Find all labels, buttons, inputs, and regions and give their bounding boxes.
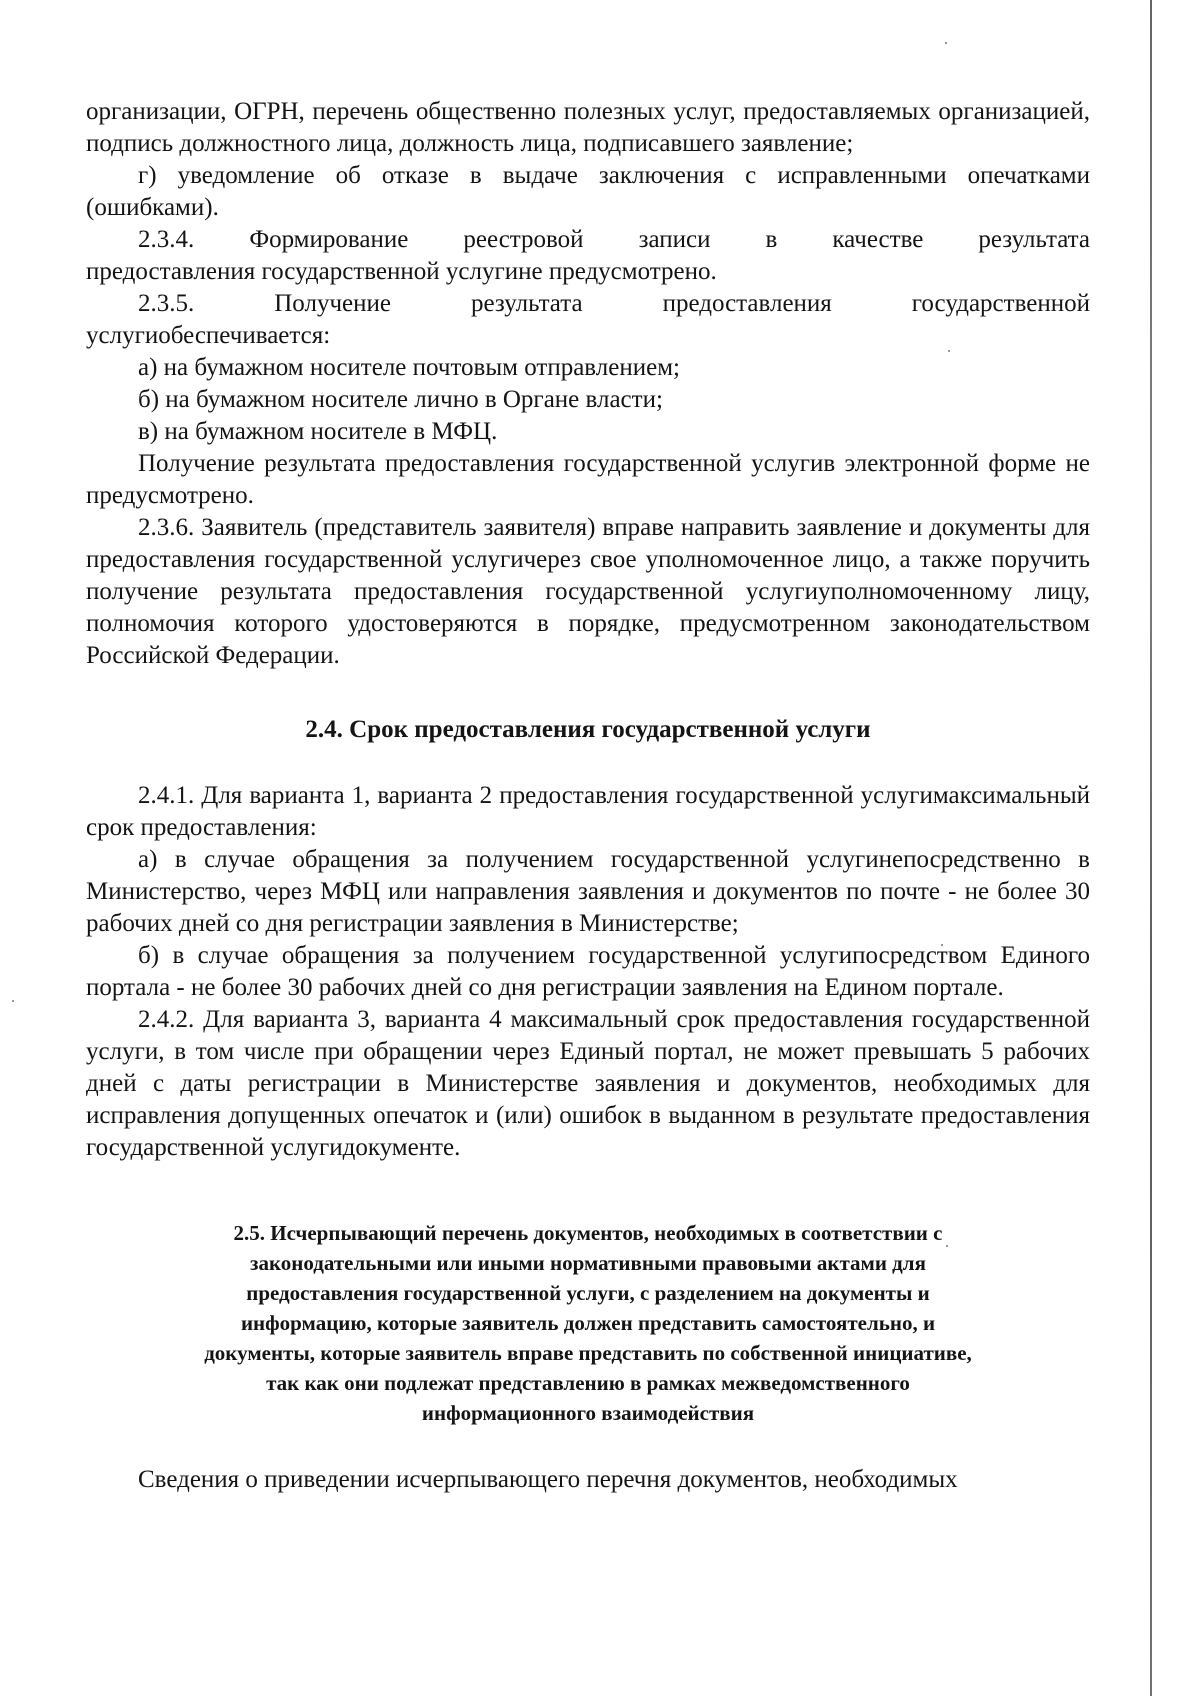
- list-item-postal: а) на бумажном носителе почтовым отправлением;: [138, 354, 680, 381]
- heading-2-5-line: 2.5. Исчерпывающий перечень документов, необходимых в соответствии с: [233, 1221, 943, 1245]
- list-item-mfc: в) на бумажном носителе в МФЦ.: [138, 418, 498, 445]
- section-heading-2-4: 2.4. Срок предоставления государственной услуги: [305, 716, 871, 743]
- scan-speck: [12, 1000, 14, 1002]
- heading-2-5-line: так как они подлежат представлению в рамках межведомственного: [266, 1371, 910, 1395]
- paragraph-2-4-1: 2.4.1. Для варианта 1, варианта 2 предоставления государственной услугимаксимальный срок предоставления:: [86, 782, 1090, 841]
- heading-2-5-line: информацию, которые заявитель должен представить самостоятельно, и: [240, 1311, 936, 1335]
- paragraph-2-4-1-b: б) в случае обращения за получением государственной услугипосредством Единого портала - не более 30 рабочих дней со дня регистрации заявления на Едином портале.: [86, 942, 1090, 1001]
- section-heading-2-5: [86, 1218, 1090, 1428]
- paragraph-electronic-form: Получение результата предоставления государственной услугив электронной форме не предусмотрено.: [86, 450, 1090, 509]
- paragraph-refusal-notice: г) уведомление об отказе в выдаче заключения с исправленными опечатками (ошибками).: [86, 162, 1090, 221]
- paragraph-2-4-1-a: а) в случае обращения за получением государственной услугинепосредственно в Министерство, через МФЦ или направления заявления и документов по почте - не более 30 рабочих дней со дня регистрации заявления в Министерстве;: [86, 846, 1090, 937]
- heading-2-5-line: предоставления государственной услуги, с разделением на документы и: [246, 1281, 930, 1305]
- paragraph-2-4-2: 2.4.2. Для варианта 3, варианта 4 максимальный срок предоставления государственной услуги, в том числе при обращении через Единый портал, не может превышать 5 рабочих дней с даты регистрации в Министерстве заявления и документов, необходимых для исправления допущенных опечаток и (или) ошибок в выданном в результате предоставления государственной услугидокументе.: [86, 1006, 1090, 1161]
- item-2-3-4: [86, 224, 1090, 288]
- scan-speck: [945, 42, 947, 44]
- heading-2-5-line: законодательными или иными нормативными правовыми актами для: [250, 1251, 926, 1275]
- item-2-3-4-first-line: 2.3.4. Формирование реестровой записи в качестве результата: [138, 226, 1090, 253]
- item-2-3-5: [86, 288, 1090, 352]
- list-item-in-person: б) на бумажном носителе лично в Органе власти;: [138, 386, 663, 413]
- item-2-3-5-rest: услугиобеспечивается:: [86, 322, 331, 349]
- paragraph-2-3-6: 2.3.6. Заявитель (представитель заявителя) вправе направить заявление и документы для предоставления государственной услугичерез свое уполномоченное лицо, а также поручить получение результата предоставления государственной услугиуполномоченному лицу, полномочия которого удостоверяются в порядке, предусмотренном законодательством Российской Федерации.: [86, 514, 1090, 669]
- paragraph-final: Сведения о приведении исчерпывающего перечня документов, необходимых: [138, 1466, 958, 1493]
- item-2-3-4-rest: предоставления государственной услугине предусмотрено.: [86, 258, 717, 285]
- paragraph-organization-details: организации, ОГРН, перечень общественно полезных услуг, предоставляемых организацией, подпись должностного лица, должность лица, подписавшего заявление;: [86, 98, 1090, 157]
- heading-2-5-line: документы, которые заявитель вправе представить по собственной инициативе,: [204, 1341, 972, 1365]
- heading-2-5-line: информационного взаимодействия: [421, 1401, 755, 1425]
- item-2-3-5-first-line: 2.3.5. Получение результата предоставления государственной: [138, 290, 1090, 317]
- document-body: [86, 96, 1090, 1496]
- scan-edge-line: [1150, 0, 1152, 1696]
